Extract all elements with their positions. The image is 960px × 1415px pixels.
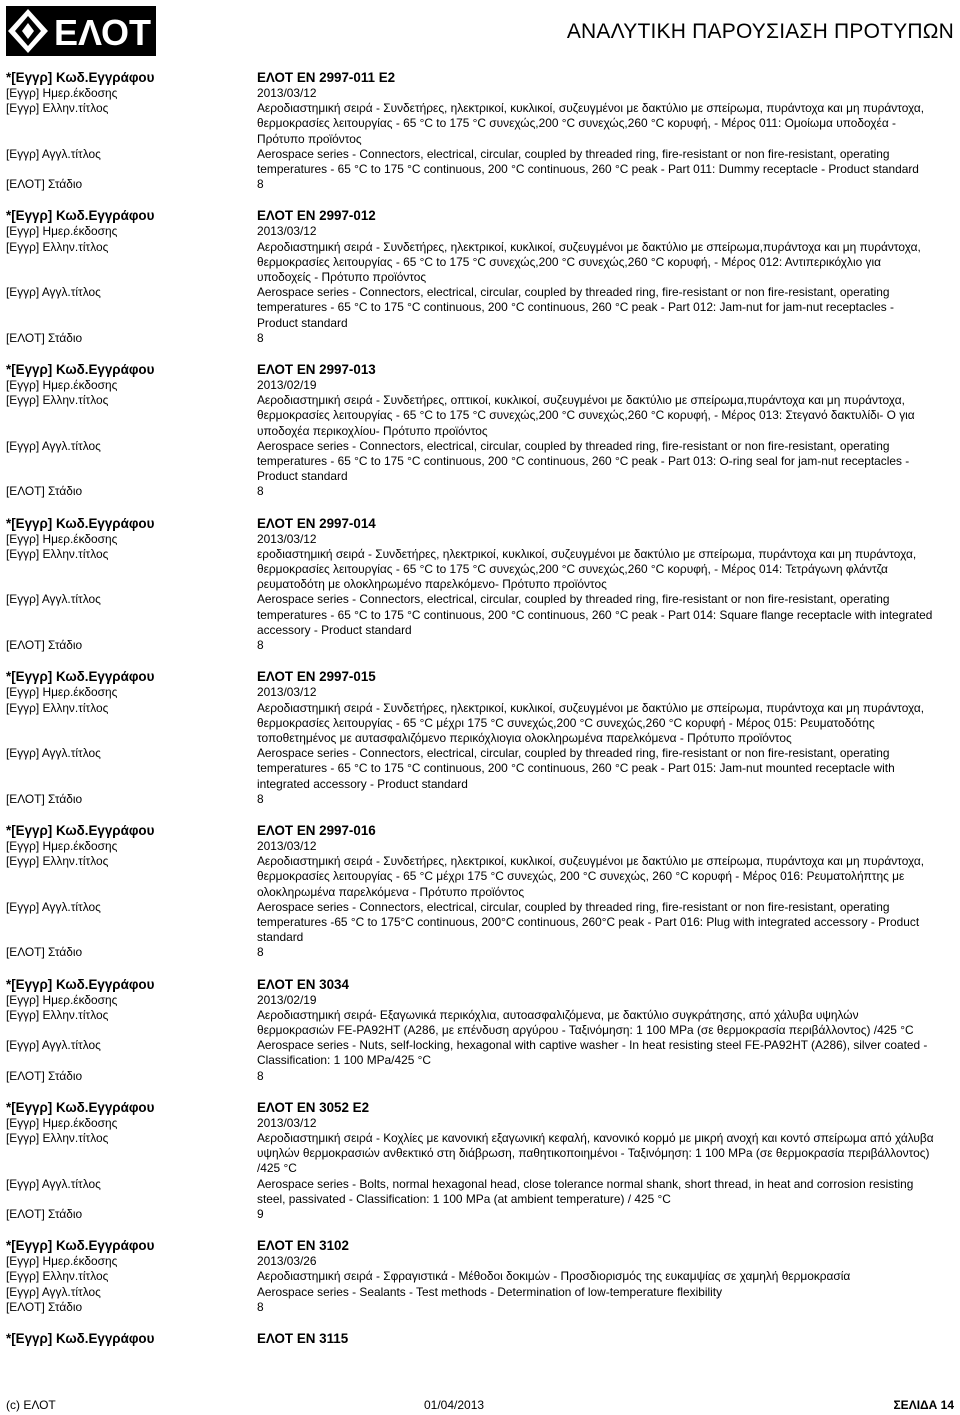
greek-title-value: Αεροδιαστημική σειρά - Συνδετήρες, ηλεκτρικοί, κυκλικοί, συζευγμένοι με δακτύλιο με σπείρωμα,πυράντοχα και μη πυράντοχα, θερμοκρασίες λειτουργίας - 65 °C to 175 °C συνεχώς,200 °C συνεχώς,260 °C κορυφή, - Μέρος 012: Αντιπερικόχλιο για υποδοχείς - Πρότυπο προϊόντος [257, 239, 921, 285]
greek-title-label: [Εγγρ] Ελλην.τίτλος [6, 1130, 109, 1145]
stage-row [6, 792, 956, 807]
english-title-label: [Εγγρ] Αγγλ.τίτλος [6, 592, 101, 607]
document-code-label: *[Εγγρ] Κωδ.Εγγράφου [6, 976, 155, 992]
document-code-value: ΕΛΟΤ EN 3102 [257, 1238, 349, 1254]
page-footer [6, 1398, 954, 1413]
english-title-row [6, 439, 956, 485]
copyright-text: (c) ΕΛΟΤ [6, 1398, 56, 1412]
english-title-label: [Εγγρ] Αγγλ.τίτλος [6, 285, 101, 300]
greek-title-label: [Εγγρ] Ελλην.τίτλος [6, 101, 109, 116]
stage-row [6, 638, 956, 653]
issue-date-label: [Εγγρ] Ημερ.έκδοσης [6, 1254, 118, 1269]
english-title-value: Aerospace series - Connectors, electrical, circular, coupled by threaded ring, fire-resistant or non fire-resistant, operating temperatures -65 °C to 175°C continuous, 200°C continuous, 260°C peak - Part 016: Plug with integrated accessory - Product standard [257, 899, 920, 945]
document-code-value: ΕΛΟΤ EN 2997-013 [257, 362, 376, 378]
issue-date-label: [Εγγρ] Ημερ.έκδοσης [6, 531, 118, 546]
document-code-label: *[Εγγρ] Κωδ.Εγγράφου [6, 1099, 155, 1115]
stage-label: [ΕΛΟΤ] Στάδιο [6, 484, 83, 499]
issue-date-value: 2013/03/12 [257, 838, 317, 853]
document-code-label: *[Εγγρ] Κωδ.Εγγράφου [6, 1331, 155, 1346]
greek-title-row [6, 101, 956, 147]
english-title-row [6, 1177, 956, 1207]
stage-row [6, 1069, 956, 1084]
stage-value: 9 [257, 1206, 264, 1221]
english-title-row [6, 285, 956, 331]
greek-title-value: Αεροδιαστημική σειρά - Σφραγιστικά - Μέθοδοι δοκιμών - Προσδιορισμός της ευκαμψίας σε χαμηλή θερμοκρασία [257, 1269, 851, 1284]
greek-title-row [6, 1008, 956, 1038]
document-code-row [6, 207, 956, 224]
document-code-row [6, 668, 956, 685]
document-code-row [6, 1237, 956, 1254]
greek-title-label: [Εγγρ] Ελλην.τίτλος [6, 700, 109, 715]
document-code-label: *[Εγγρ] Κωδ.Εγγράφου [6, 515, 155, 531]
english-title-row [6, 900, 956, 946]
standard-entry [6, 1099, 956, 1222]
standard-entry [6, 69, 956, 192]
greek-title-value: Αεροδιαστημική σειρά - Συνδετήρες, οπτικοί, κυκλικοί, συζευγμένοι με δακτύλιο με σπείρωμα,πυράντοχα και μη πυράντοχα, θερμοκρασίες λειτουργίας - 65 °C to 175 °C συνεχώς,200 °C συνεχώς,260 °C κορυφή, - Μέρος 013: Στεγανό δακτυλίδι- O για υποδοχέα περικοχλίου- Πρότυπο προϊόντος [257, 393, 915, 438]
issue-date-value: 2013/03/12 [257, 1115, 317, 1130]
issue-date-row [6, 993, 956, 1008]
stage-value: 8 [257, 484, 264, 499]
document-code-row [6, 976, 956, 993]
stage-value: 8 [257, 945, 264, 960]
standard-entry [6, 361, 956, 500]
document-code-row [6, 69, 956, 86]
stage-row [6, 331, 956, 346]
document-code-label: *[Εγγρ] Κωδ.Εγγράφου [6, 822, 155, 838]
issue-date-row [6, 532, 956, 547]
stage-row [6, 945, 956, 960]
stage-value: 8 [257, 177, 264, 192]
issue-date-value: 2013/03/12 [257, 224, 317, 239]
english-title-row [6, 1285, 956, 1300]
english-title-value: Aerospace series - Nuts, self-locking, hexagonal with captive washer - In heat resisting steel FE-PA92HT (A286), silver coated - Classification: 1 100 MPa/425 °C [257, 1038, 928, 1068]
english-title-value: Aerospace series - Bolts, normal hexagonal head, close tolerance normal shank, short thread, in heat and corrosion resisting steel, passivated - Classification: 1 100 MPa (at ambient temperature) / 425 °C [257, 1176, 914, 1206]
stage-row [6, 177, 956, 192]
stage-label: [ΕΛΟΤ] Στάδιο [6, 945, 83, 960]
document-code-value: ΕΛΟΤ EN 2997-011 E2 [257, 70, 396, 85]
greek-title-row [6, 393, 956, 439]
document-code-row [6, 1099, 956, 1116]
greek-title-label: [Εγγρ] Ελλην.τίτλος [6, 393, 109, 408]
document-code-value: ΕΛΟΤ EN 2997-016 [257, 822, 376, 838]
english-title-label: [Εγγρ] Αγγλ.τίτλος [6, 146, 101, 161]
stage-row [6, 1207, 956, 1222]
greek-title-label: [Εγγρ] Ελλην.τίτλος [6, 854, 109, 869]
stage-label: [ΕΛΟΤ] Στάδιο [6, 1206, 83, 1221]
stage-value: 8 [257, 1299, 264, 1314]
standard-entry [6, 822, 956, 961]
english-title-value: Aerospace series - Connectors, electrical, circular, coupled by threaded ring, fire-resistant or non fire-resistant, operating temperatures - 65 °C to 175 °C continuous, 200 °C continuous, 260 °C peak - Part 013: O-ring seal for jam-nut receptacles - Product standard [257, 438, 910, 484]
stage-label: [ΕΛΟΤ] Στάδιο [6, 177, 83, 192]
english-title-value: Aerospace series - Connectors, electrical, circular, coupled by threaded ring, fire-resistant or non fire-resistant, operating temperatures - 65 °C to 175 °C continuous, 200 °C continuous, 260 °C peak - Part 012: Jam-nut for jam-nut receptacles - Product standard [257, 285, 894, 330]
standard-entry [6, 1330, 956, 1347]
greek-title-row [6, 1131, 956, 1177]
standard-entry [6, 1237, 956, 1315]
english-title-row [6, 147, 956, 177]
greek-title-row [6, 1269, 956, 1284]
stage-value: 8 [257, 638, 264, 653]
greek-title-label: [Εγγρ] Ελλην.τίτλος [6, 546, 109, 561]
standard-entry [6, 515, 956, 654]
english-title-label: [Εγγρ] Αγγλ.τίτλος [6, 1176, 101, 1191]
document-code-label: *[Εγγρ] Κωδ.Εγγράφου [6, 208, 155, 224]
greek-title-value: Αεροδιαστημική σειρά - Κοχλίες με κανονική εξαγωνική κεφαλή, κανονικό κορμό με μικρή ανοχή και κοντό σπείρωμα από χάλυβα υψηλών θερμοκρασιών ανθεκτικό στη διάβρωση, παθητικοποιημένοι - Ταξινόμηση: 1 100 MPa (σε θερμοκρασία περιβάλλοντος) /425 °C [257, 1130, 934, 1176]
issue-date-value: 2013/03/12 [257, 86, 317, 100]
document-code-value: ΕΛΟΤ EN 2997-012 [257, 208, 376, 224]
stage-row [6, 1300, 956, 1315]
document-code-value: ΕΛΟΤ EN 2997-015 [257, 669, 376, 685]
page-title: ΑΝΑΛΥΤΙΚΗ ΠΑΡΟΥΣΙΑΣΗ ΠΡΟΤΥΠΩΝ [566, 20, 954, 43]
svg-text:ΕΛΟΤ: ΕΛΟΤ [54, 12, 152, 53]
document-code-row [6, 1330, 956, 1347]
document-code-row [6, 515, 956, 532]
english-title-value: Aerospace series - Connectors, electrical, circular, coupled by threaded ring, fire-resistant or non fire-resistant, operating temperatures - 65 °C to 175 °C continuous, 200 °C continuous, 260 °C peak - Part 011: Dummy receptacle - Product standard [257, 146, 919, 177]
document-code-label: *[Εγγρ] Κωδ.Εγγράφου [6, 669, 155, 685]
issue-date-label: [Εγγρ] Ημερ.έκδοσης [6, 685, 118, 700]
stage-label: [ΕΛΟΤ] Στάδιο [6, 1068, 83, 1083]
issue-date-label: [Εγγρ] Ημερ.έκδοσης [6, 992, 118, 1007]
standards-list [6, 69, 956, 1362]
issue-date-row [6, 224, 956, 239]
stage-row [6, 484, 956, 499]
issue-date-value: 2013/02/19 [257, 378, 317, 393]
issue-date-label: [Εγγρ] Ημερ.έκδοσης [6, 86, 118, 100]
issue-date-label: [Εγγρ] Ημερ.έκδοσης [6, 1115, 118, 1130]
document-code-value: ΕΛΟΤ EN 3034 [257, 976, 349, 992]
stage-label: [ΕΛΟΤ] Στάδιο [6, 1299, 83, 1314]
english-title-label: [Εγγρ] Αγγλ.τίτλος [6, 899, 101, 914]
greek-title-value: Αεροδιαστημική σειρά - Συνδετήρες, ηλεκτρικοί, κυκλικοί, συζευγμένοι με δακτύλιο με σπείρωμα, πυράντοχα και μη πυράντοχα, θερμοκρασίες λειτουργίας - 65 °C μέχρι 175 °C συνεχώς,200 °C συνεχώς,260 °C κορυφή - Μέρος 015: Ρευματοδότης τοποθετημένος με αυτασφαλιζόμενο περικόχλιογια ολοκληρωμένα παρελκόμενα - Πρότυπο προϊόντος [257, 700, 925, 745]
issue-date-label: [Εγγρ] Ημερ.έκδοσης [6, 224, 118, 239]
greek-title-value: Αεροδιαστημική σειρά - Συνδετήρες, ηλεκτρικοί, κυκλικοί, συζευγμένοι με δακτύλιο με σπείρωμα, πυράντοχα και μη πυράντοχα, θερμοκρασίες λειτουργίας - 65 °C to 175 °C συνεχώς,200 °C συνεχώς,260 °C κορυφή, - Μέρος 011: Ομοίωμα υποδοχέα - Πρότυπο προϊόντος [257, 101, 925, 146]
english-title-row [6, 746, 956, 792]
issue-date-row [6, 1116, 956, 1131]
standard-entry [6, 976, 956, 1084]
issue-date-value: 2013/03/26 [257, 1254, 317, 1269]
footer-date: 01/04/2013 [424, 1398, 485, 1412]
issue-date-value: 2013/03/12 [257, 531, 317, 546]
issue-date-label: [Εγγρ] Ημερ.έκδοσης [6, 378, 118, 393]
standard-entry [6, 207, 956, 346]
document-code-row [6, 822, 956, 839]
greek-title-value: Αεροδιαστημική σειρά - Συνδετήρες, ηλεκτρικοί, κυκλικοί, συζευγμένοι με δακτύλιο με σπείρωμα, πυράντοχα και μη πυράντοχα, θερμοκρασίες λειτουργίας - 65 °C μέχρι 175 °C συνεχώς, 200 °C συνεχώς, 260 °C κορυφή - Μέρος 016: Ρευματολήπτης με ολοκληρωμένα παρελκόμενα - Πρότυπο προϊόντος [257, 854, 925, 899]
english-title-label: [Εγγρ] Αγγλ.τίτλος [6, 1284, 101, 1299]
english-title-row [6, 592, 956, 638]
stage-label: [ΕΛΟΤ] Στάδιο [6, 330, 83, 345]
standard-entry [6, 668, 956, 807]
greek-title-row [6, 240, 956, 286]
issue-date-row [6, 378, 956, 393]
issue-date-label: [Εγγρ] Ημερ.έκδοσης [6, 838, 118, 853]
english-title-row [6, 1038, 956, 1068]
english-title-value: Aerospace series - Connectors, electrical, circular, coupled by threaded ring, fire-resistant or non fire-resistant, operating temperatures - 65 °C to 175 °C continuous, 200 °C continuous, 260 °C peak - Part 014: Square flange receptacle with integrated accessory - Product standard [257, 592, 933, 637]
english-title-label: [Εγγρ] Αγγλ.τίτλος [6, 746, 101, 761]
greek-title-value: Αεροδιαστημική σειρά- Εξαγωνικά περικόχλια, αυτοασφαλιζόμενα, με δακτύλιο συγκράτησης, από χάλυβα υψηλών θερμοκρασιών FE-PA92HT (A286, με επένδυση αργύρου - Ταξινόμηση: 1 100 MPa (σε θερμοκρασία περιβάλλοντος) /425 °C [257, 1007, 914, 1037]
page-header [0, 0, 960, 68]
document-code-value: ΕΛΟΤ EN 2997-014 [257, 515, 376, 531]
greek-title-value: εροδιαστημική σειρά - Συνδετήρες, ηλεκτρικοί, κυκλικοί, συζευγμένοι με δακτύλιο με σπείρωμα, πυράντοχα και μη πυράντοχα, θερμοκρασίες λειτουργίας - 65 °C to 175 °C συνεχώς,200 °C συνεχώς,260 °C κορυφή, - Μέρος 014: Τετράγωνη φλάντζα ρευματοδότη με ολοκληρωμένο παρελκόμενο- Πρότυπο προϊόντος [257, 546, 917, 592]
stage-value: 8 [257, 791, 264, 806]
greek-title-row [6, 547, 956, 593]
issue-date-value: 2013/03/12 [257, 685, 317, 700]
greek-title-label: [Εγγρ] Ελλην.τίτλος [6, 1007, 109, 1022]
issue-date-row [6, 86, 956, 101]
document-code-value: ΕΛΟΤ EN 3115 [257, 1331, 349, 1346]
document-code-label: *[Εγγρ] Κωδ.Εγγράφου [6, 1238, 155, 1254]
stage-value: 8 [257, 1068, 264, 1083]
english-title-value: Aerospace series - Connectors, electrical, circular, coupled by threaded ring, fire-resistant or non fire-resistant, operating temperatures - 65 °C to 175 °C continuous, 200 °C continuous, 260 °C peak - Part 015: Jam-nut mounted receptacle with integrated accessory - Product standard [257, 746, 895, 791]
stage-label: [ΕΛΟΤ] Στάδιο [6, 791, 83, 806]
issue-date-value: 2013/02/19 [257, 992, 317, 1007]
greek-title-label: [Εγγρ] Ελλην.τίτλος [6, 1269, 109, 1284]
greek-title-row [6, 854, 956, 900]
issue-date-row [6, 1254, 956, 1269]
stage-value: 8 [257, 330, 264, 345]
document-code-value: ΕΛΟΤ EN 3052 E2 [257, 1099, 370, 1115]
elot-logo [6, 6, 156, 56]
english-title-label: [Εγγρ] Αγγλ.τίτλος [6, 1038, 101, 1053]
issue-date-row [6, 839, 956, 854]
document-code-label: *[Εγγρ] Κωδ.Εγγράφου [6, 362, 155, 378]
stage-label: [ΕΛΟΤ] Στάδιο [6, 638, 83, 653]
document-code-row [6, 361, 956, 378]
greek-title-label: [Εγγρ] Ελλην.τίτλος [6, 239, 109, 254]
english-title-value: Aerospace series - Sealants - Test methods - Determination of low-temperature flexibility [257, 1284, 723, 1299]
english-title-label: [Εγγρ] Αγγλ.τίτλος [6, 438, 101, 453]
page-number: ΣΕΛΙΔΑ 14 [893, 1398, 954, 1412]
issue-date-row [6, 685, 956, 700]
document-code-label: *[Εγγρ] Κωδ.Εγγράφου [6, 70, 155, 85]
greek-title-row [6, 701, 956, 747]
